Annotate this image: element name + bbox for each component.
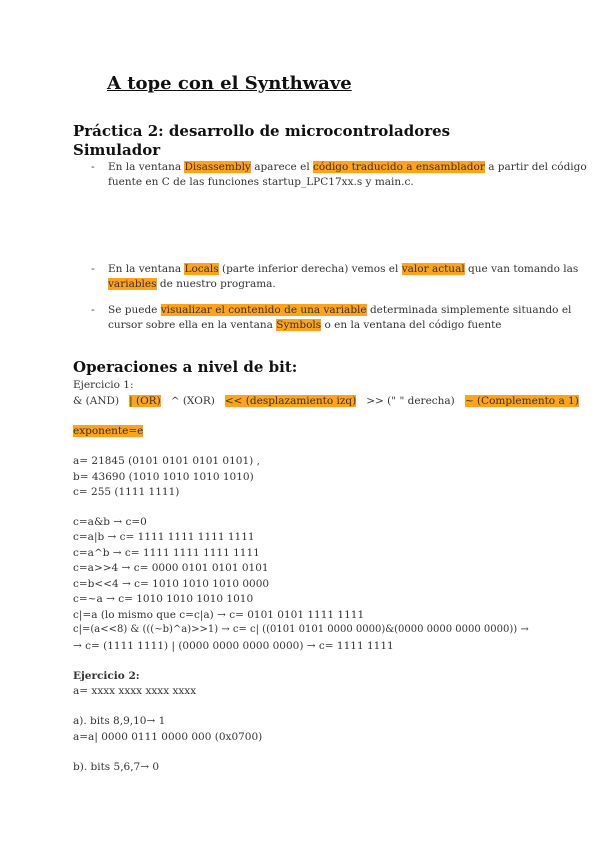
text: a partir del código — [484, 161, 587, 173]
op-shr: >> (" " derecha) — [366, 395, 455, 407]
op-or: | (OR) — [129, 395, 161, 407]
text: (parte inferior derecha) vemos el — [218, 263, 402, 275]
op-xor: ^ (XOR) — [170, 395, 215, 407]
var-c: c= 255 (1111 1111) — [73, 486, 180, 498]
document-title: A tope con el Synthwave — [107, 73, 352, 94]
highlight: Disassembly — [184, 161, 251, 173]
bullet-dash: - — [91, 303, 95, 316]
ejercicio-1-label: Ejercicio 1: — [73, 379, 134, 391]
var-b: b= 43690 (1010 1010 1010 1010) — [73, 471, 254, 483]
ej2-a: a= xxxx xxxx xxxx xxxx — [73, 685, 197, 697]
highlight: exponente=e — [73, 425, 144, 437]
heading-operaciones: Operaciones a nivel de bit: — [73, 358, 298, 376]
text: En la ventana — [108, 263, 185, 275]
highlight: visualizar el contenido de una variable — [160, 304, 367, 316]
bullet-1 — [108, 160, 587, 190]
text: fuente en C de las funciones startup_LPC17xx.s y main.c. — [108, 176, 414, 188]
text: En la ventana — [108, 161, 185, 173]
highlight: variables — [108, 278, 157, 290]
heading-practica: Práctica 2: desarrollo de microcontroladores — [73, 122, 451, 140]
text: cursor sobre ella en la ventana — [108, 319, 277, 331]
exponente-line — [73, 425, 143, 437]
op-and: & (AND) — [73, 395, 120, 407]
op-not: ~ (Complemento a 1) — [464, 395, 579, 407]
ej2-item: b). bits 5,6,7→ 0 — [73, 761, 160, 773]
bullet-dash: - — [91, 160, 95, 173]
text: aparece el — [250, 161, 314, 173]
var-a: a= 21845 (0101 0101 0101 0101) , — [73, 455, 260, 467]
text: que van tomando las — [464, 263, 579, 275]
text: de nuestro programa. — [156, 278, 276, 290]
text: Se puede — [108, 304, 161, 316]
text: o en la ventana del código fuente — [321, 319, 502, 331]
op-shl: << (desplazamiento izq) — [224, 395, 357, 407]
result-line: → c= (1111 1111) | (0000 0000 0000 0000) → c= 1111 1111 — [73, 640, 394, 652]
heading-simulador: Simulador — [73, 141, 161, 159]
ej2-item: a=a| 0000 0111 0000 000 (0x0700) — [73, 731, 263, 743]
ejercicio-2-label: Ejercicio 2: — [73, 670, 140, 682]
highlight: Locals — [184, 263, 219, 275]
highlight: valor actual — [401, 263, 465, 275]
highlight: Symbols — [276, 319, 322, 331]
text: determinada simplemente situando el — [366, 304, 572, 316]
result-line: c|=a (lo mismo que c=c|a) → c= 0101 0101 1111 1111 — [73, 609, 365, 621]
result-line: c=a>>4 → c= 0000 0101 0101 0101 — [73, 562, 269, 574]
bullet-dash: - — [91, 262, 95, 275]
result-line: c=b<<4 → c= 1010 1010 1010 0000 — [73, 578, 270, 590]
result-line: c=a^b → c= 1111 1111 1111 1111 — [73, 547, 260, 559]
result-line: c=~a → c= 1010 1010 1010 1010 — [73, 593, 254, 605]
result-line: c=a&b → c=0 — [73, 516, 147, 528]
ej2-item: a). bits 8,9,10→ 1 — [73, 715, 166, 727]
bullet-2 — [108, 262, 578, 292]
bullet-3 — [108, 303, 571, 333]
highlight: código traducido a ensamblador — [313, 161, 485, 173]
result-line: c|=(a<<8) & (((~b)^a)>>1) → c= c| ((0101 0101 0000 0000)&(0000 0000 0000 0000)) → — [73, 624, 529, 635]
result-line: c=a|b → c= 1111 1111 1111 1111 — [73, 531, 255, 543]
operators-line — [73, 395, 579, 407]
